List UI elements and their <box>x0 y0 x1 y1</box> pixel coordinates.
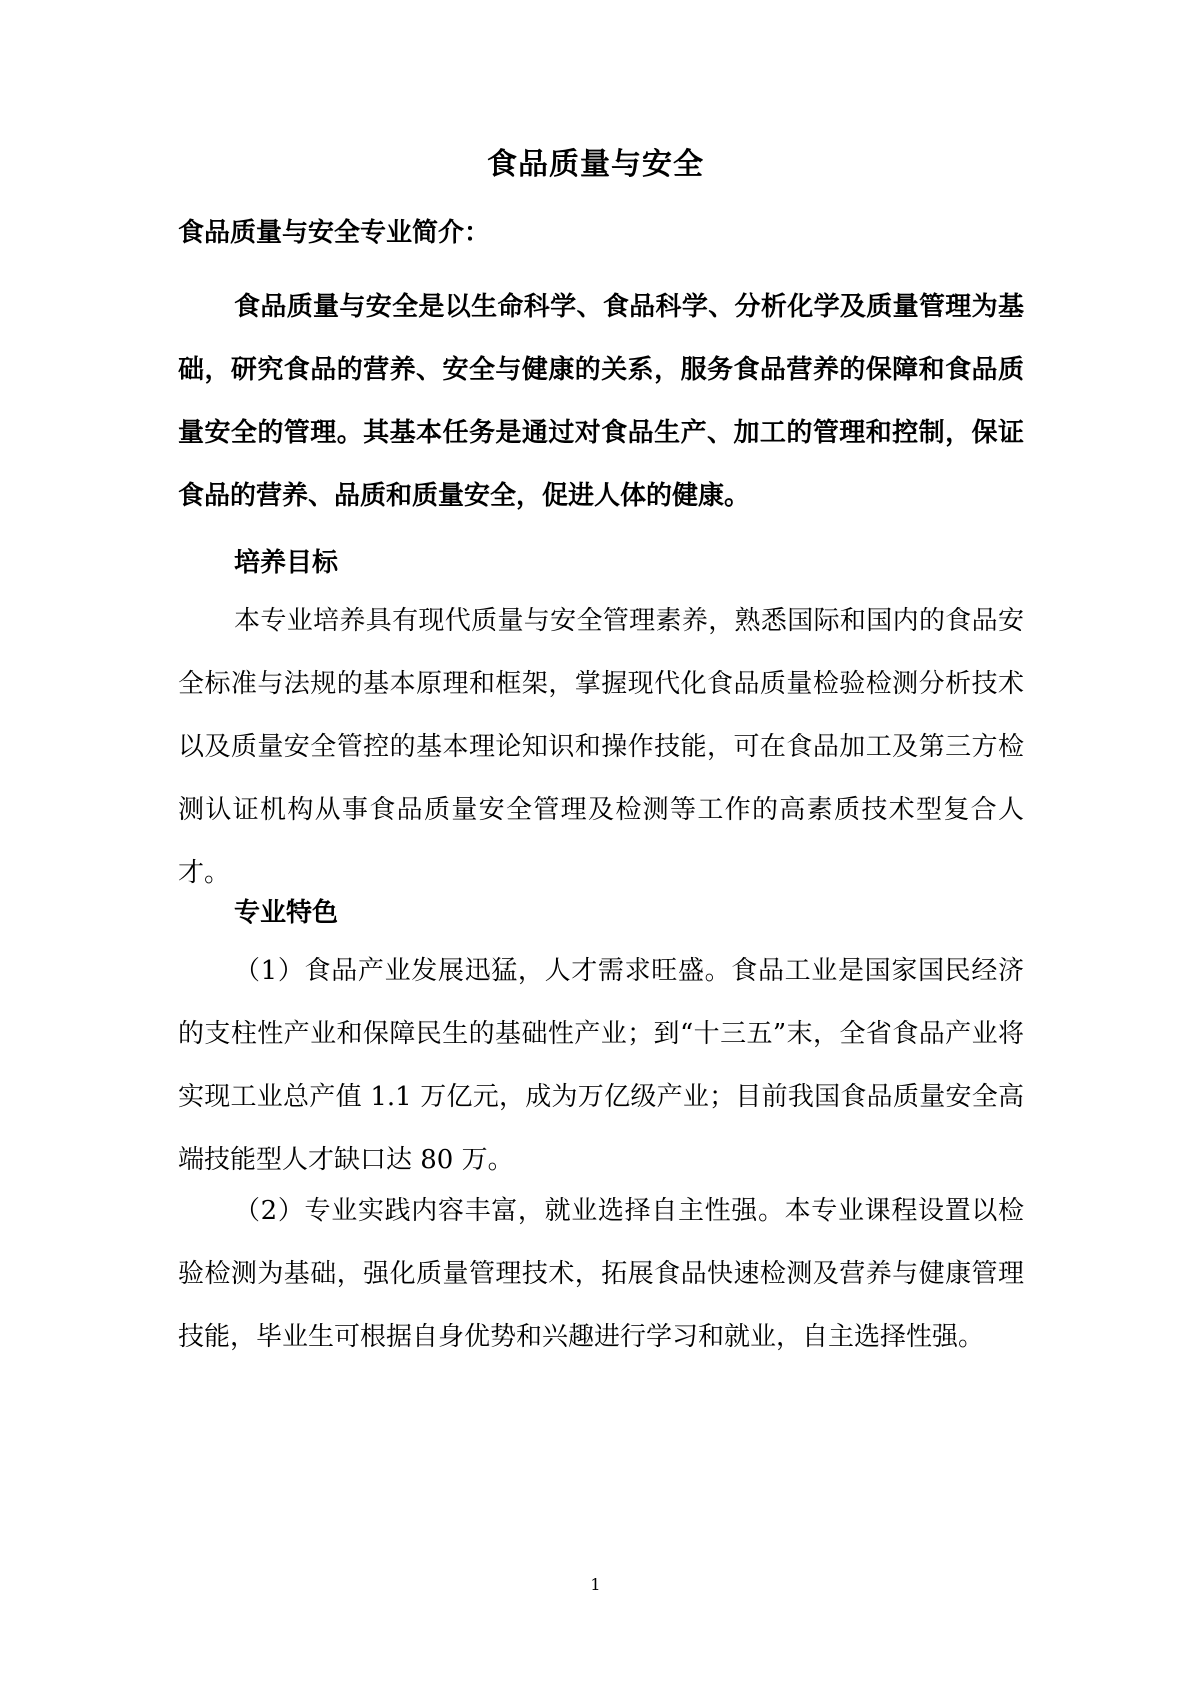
intro-paragraph: 食品质量与安全是以生命科学、食品科学、分析化学及质量管理为基础，研究食品的营养、安全与健康的关系，服务食品营养的保障和食品质量安全的管理。其基本任务是通过对食品生产、加工的管理和控制，保证食品的营养、品质和质量安全，促进人体的健康。 <box>178 292 1024 511</box>
page-number: 1 <box>590 1575 601 1594</box>
features-paragraph-2: （2）专业实践内容丰富，就业选择自主性强。本专业课程设置以检验检测为基础，强化质量管理技术，拓展食品快速检测及营养与健康管理技能，毕业生可根据自身优势和兴趣进行学习和就业，自主选择性强。 <box>178 1196 1024 1352</box>
document-title: 食品质量与安全 <box>487 147 704 182</box>
intro-heading: 食品质量与安全专业简介： <box>178 218 491 248</box>
training-objectives-heading: 培养目标 <box>234 548 339 578</box>
training-objectives-paragraph: 本专业培养具有现代质量与安全管理素养，熟悉国际和国内的食品安全标准与法规的基本原理和框架，掌握现代化食品质量检验检测分析技术以及质量安全管控的基本理论知识和操作技能，可在食品加工及第三方检测认证机构从事食品质量安全管理及检测等工作的高素质技术型复合人才。 <box>178 606 1024 888</box>
features-heading: 专业特色 <box>234 898 339 928</box>
features-paragraph-1: （1）食品产业发展迅猛，人才需求旺盛。食品工业是国家国民经济的支柱性产业和保障民生的基础性产业；到“十三五”末，全省食品产业将实现工业总产值 1.1 万亿元，成为万亿级产业；目前我国食品质量安全高端技能型人才缺口达 80 万。 <box>178 956 1024 1175</box>
